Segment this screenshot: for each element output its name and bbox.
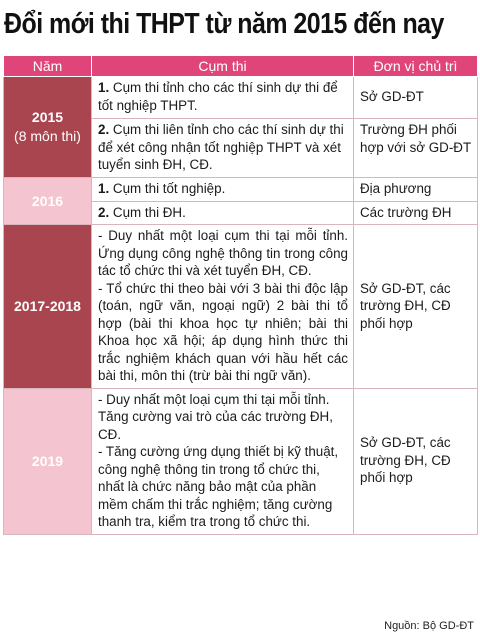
table-row [4,388,478,534]
cluster-cell [92,201,354,225]
item-text: Cụm thi liên tỉnh cho các thí sinh dự thi để xét công nhận tốt nghiệp THPT và xét tuyển sinh ĐH, CĐ. [98,122,344,172]
year-cell-2015 [4,77,92,178]
item-text: Cụm thi ĐH. [112,204,186,220]
item-number: 2. [98,204,110,220]
cluster-line: - Duy nhất một loại cụm thi tại mỗi tỉnh. Tăng cường vai trò của các trường ĐH, CĐ. [98,391,333,442]
year-label: 2015 [31,109,64,125]
cluster-line: - Tăng cường ứng dụng thiết bị kỹ thuật, công nghệ thông tin trong tổ chức thi, nhất là chức năng bảo mật của phần mềm chấm thi trắc nghiệm; tăng cường thanh tra, kiểm tra trong tổ chức thi. [98,444,339,529]
cluster-cell [92,77,354,119]
item-text: Cụm thi tốt nghiệp. [112,181,226,196]
cluster-line: - Tổ chức thi theo bài với 3 bài thi độc lập (toán, ngữ văn, ngoại ngữ) 2 bài thi tổ hợp (bài thi khoa học tự nhiên; bài thi Khoa học xã hội; áp dụng hình thức thi trắc nghiệm khách quan với hầu hết các bài thi, môn thi (trừ bài thi ngữ văn). [98,280,348,383]
header-cluster: Cụm thi [92,56,354,77]
table-row [4,178,478,202]
item-number: 1. [98,181,110,196]
unit-cell: Địa phương [354,178,478,202]
item-number: 1. [98,80,110,95]
header-year: Năm [4,56,92,77]
unit-cell: Sở GD-ĐT, các trường ĐH, CĐ phối hợp [354,225,478,389]
cluster-cell [92,119,354,178]
year-label: 2016 [31,192,64,209]
unit-cell: Trường ĐH phối hợp với sở GD-ĐT [354,119,478,178]
table-row [4,225,478,389]
unit-cell: Sở GD-ĐT [354,77,478,119]
year-label: 2019 [31,452,64,469]
cluster-cell [92,178,354,202]
exam-reform-table [3,55,478,535]
year-label: 2017-2018 [14,297,81,314]
cluster-line: - Duy nhất một loại cụm thi tại mỗi tỉnh. Ứng dụng công nghệ thông tin trong công tác tổ chức thi và xét tuyển ĐH, CĐ. [98,228,348,278]
item-number: 2. [98,122,110,137]
year-cell-2019 [4,388,92,534]
table-row [4,77,478,119]
header-row [4,56,478,77]
unit-cell: Các trường ĐH [354,201,478,225]
page-title: Đổi mới thi THPT từ năm 2015 đến nay [4,8,444,40]
source-note: Nguồn: Bộ GD-ĐT [384,620,474,632]
year-sublabel: (8 môn thi) [14,128,81,144]
header-unit: Đơn vị chủ trì [354,56,478,77]
year-cell-2016 [4,178,92,225]
year-cell-2017-2018 [4,225,92,389]
unit-cell: Sở GD-ĐT, các trường ĐH, CĐ phối hợp [354,388,478,534]
cluster-cell [92,225,354,389]
cluster-cell [92,388,354,534]
item-text: Cụm thi tỉnh cho các thí sinh dự thi để tốt nghiệp THPT. [98,80,338,113]
